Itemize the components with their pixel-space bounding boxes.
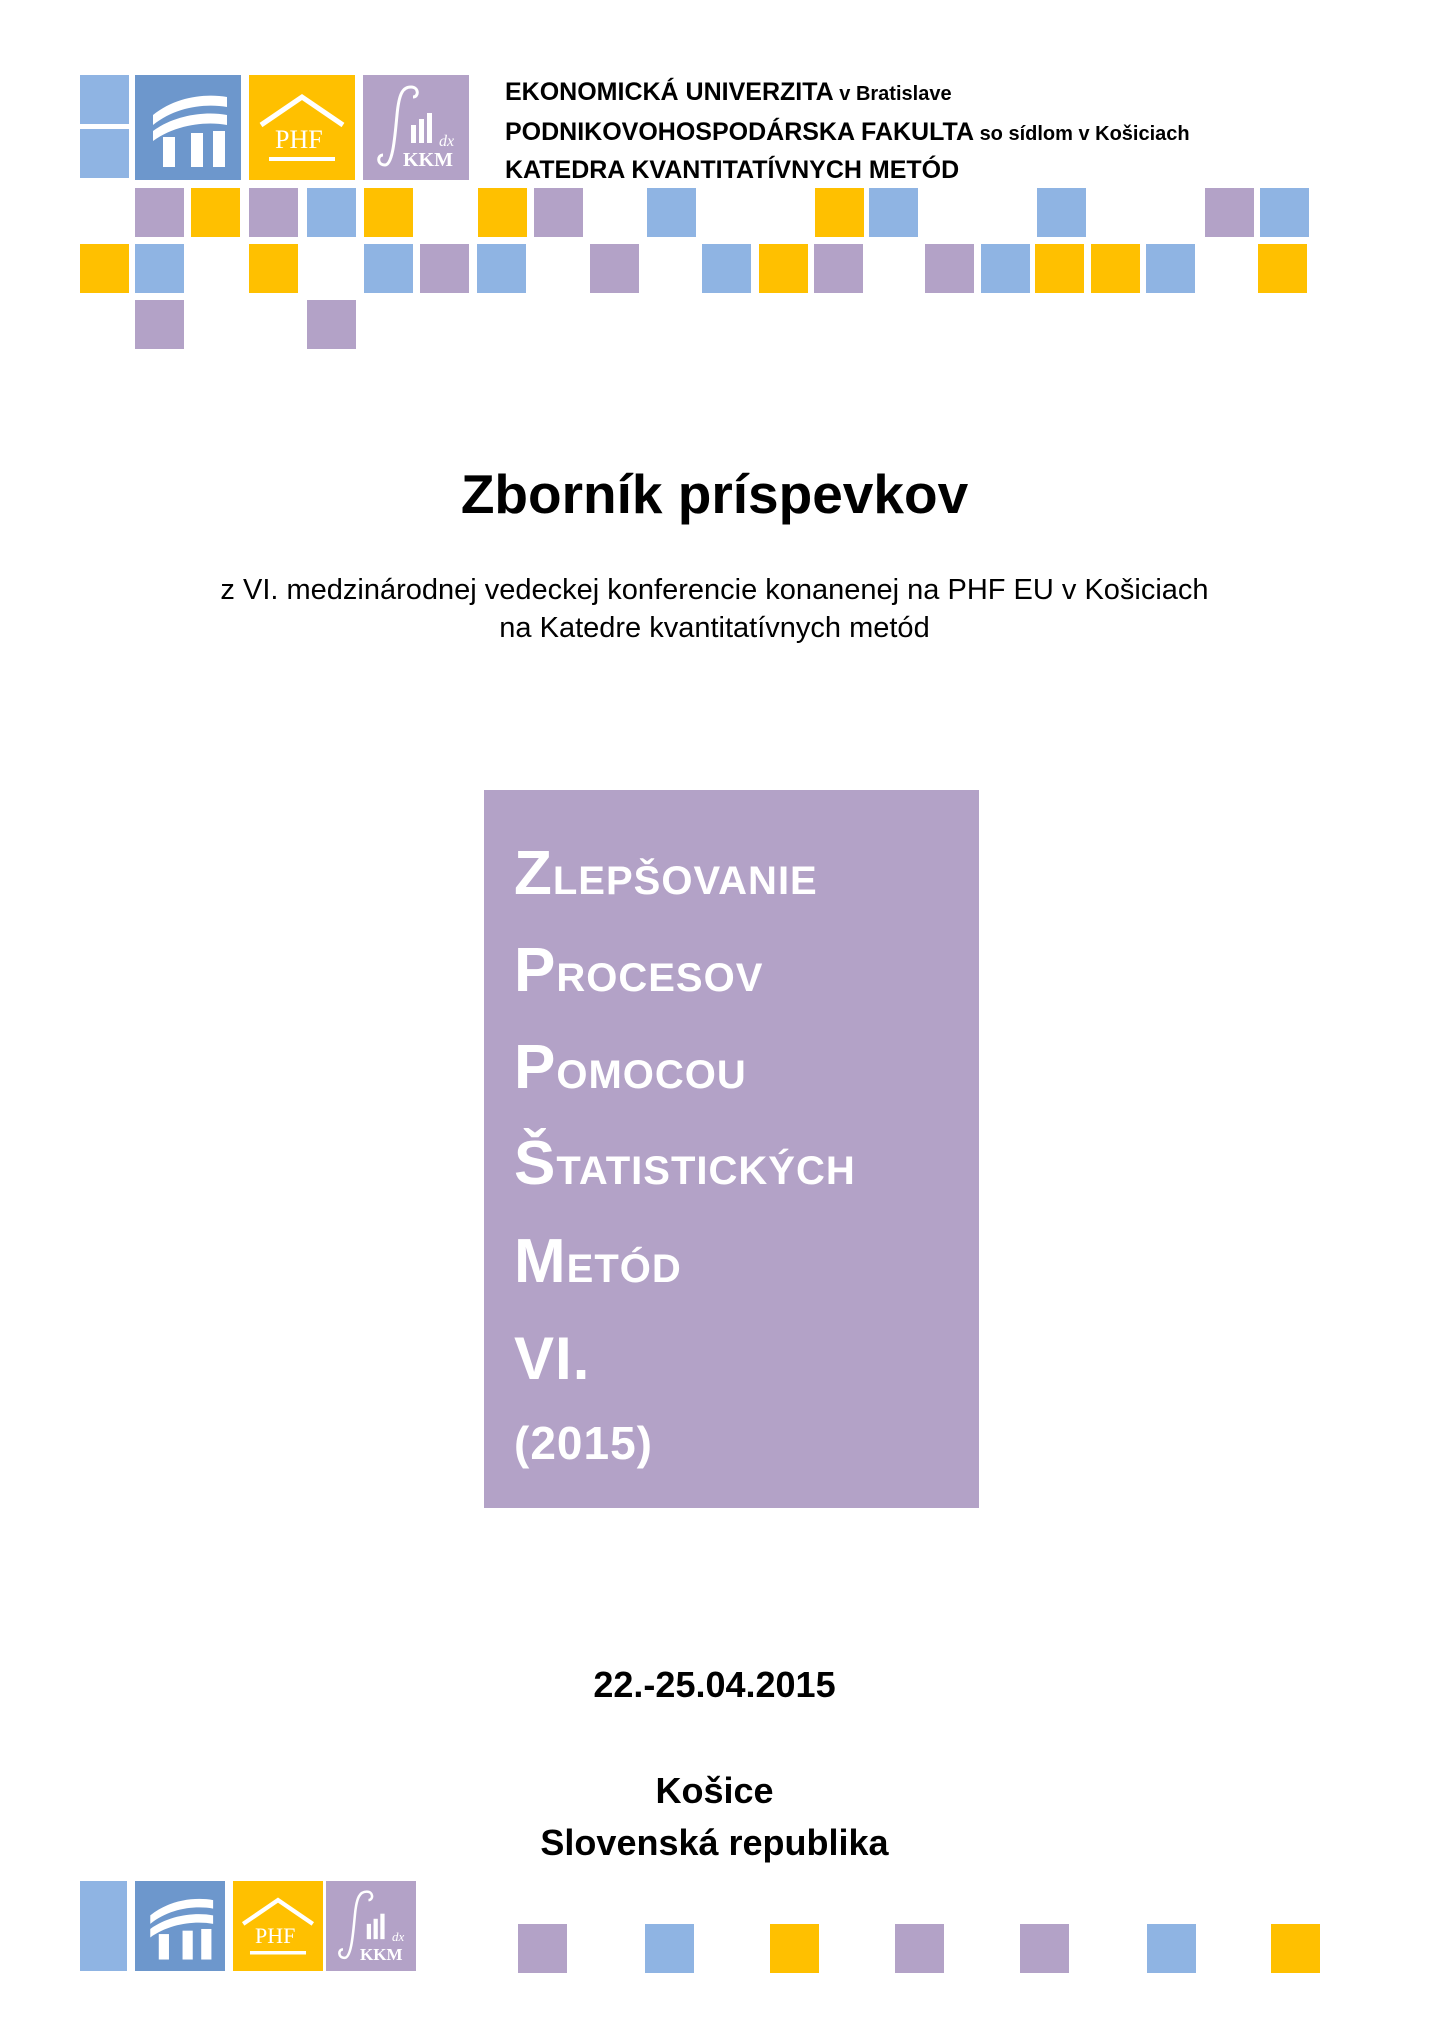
decor-square	[590, 244, 639, 293]
decor-square	[307, 300, 356, 349]
decor-square	[80, 244, 129, 293]
decor-square	[1037, 188, 1086, 237]
decor-square	[925, 244, 974, 293]
kkm-logo-dx: dx	[439, 133, 455, 150]
phf-logo-small-text: PHF	[255, 1923, 296, 1948]
kkm-logo-text: KKM	[403, 149, 453, 171]
subtitle-line-2: na Katedre kvantitatívnych metód	[499, 612, 930, 644]
decor-square	[1020, 1924, 1069, 1973]
panel-line-2: PROCESOV	[514, 936, 764, 1005]
faculty-name-rest: so sídlom v Košiciach	[979, 123, 1190, 145]
faculty-name-caps: PODNIKOVOHOSPODÁRSKA FAKULTA	[505, 118, 974, 146]
decor-square	[364, 188, 413, 237]
university-logo-small	[135, 1881, 225, 1971]
subtitle-line-1: z VI. medzinárodnej vedeckej konferencie konanenej na PHF EU v Košiciach	[220, 574, 1209, 606]
decor-square	[1146, 244, 1195, 293]
phf-logo	[249, 75, 355, 180]
decor-square	[814, 244, 863, 293]
decor-square	[645, 1924, 694, 1973]
university-name	[505, 78, 952, 107]
decor-square	[249, 244, 298, 293]
decor-square	[1035, 244, 1084, 293]
decor-square	[981, 244, 1030, 293]
conference-country: Slovenská republika	[540, 1822, 889, 1863]
panel-line-1: ZLEPŠOVANIE	[514, 839, 818, 908]
department-name-caps: KATEDRA KVANTITATÍVNYCH METÓD	[505, 156, 960, 184]
decor-square	[420, 244, 469, 293]
decor-square	[759, 244, 808, 293]
university-logo	[135, 75, 241, 180]
decor-square	[80, 129, 129, 178]
decor-square	[249, 188, 298, 237]
decor-square	[702, 244, 751, 293]
panel-line-5: METÓD	[514, 1227, 682, 1296]
panel-volume: VI.	[514, 1325, 591, 1392]
decor-square	[1205, 188, 1254, 237]
decor-square	[895, 1924, 944, 1973]
decor-square	[815, 188, 864, 237]
panel-line-3: POMOCOU	[514, 1033, 747, 1102]
decor-square	[135, 300, 184, 349]
decor-square	[364, 244, 413, 293]
decor-square	[1260, 188, 1309, 237]
kkm-logo-small	[326, 1881, 416, 1971]
faculty-name	[505, 118, 1190, 147]
decor-square	[1271, 1924, 1320, 1973]
decor-square	[1258, 244, 1307, 293]
conference-city: Košice	[655, 1770, 774, 1811]
decor-square	[1091, 244, 1140, 293]
conference-title-panel	[484, 790, 979, 1508]
phf-logo-text: PHF	[275, 125, 323, 154]
decor-square	[869, 188, 918, 237]
decor-square	[477, 244, 526, 293]
decor-square	[80, 75, 129, 124]
kkm-logo	[363, 75, 469, 180]
panel-line-4: ŠTATISTICKÝCH	[514, 1129, 856, 1198]
phf-logo-small	[233, 1881, 323, 1971]
decor-square	[135, 244, 184, 293]
decor-square	[478, 188, 527, 237]
university-name-caps: EKONOMICKÁ UNIVERZITA	[505, 78, 834, 106]
conference-dates: 22.-25.04.2015	[593, 1664, 836, 1705]
document-title: Zborník príspevkov	[460, 463, 969, 525]
decor-square	[307, 188, 356, 237]
kkm-logo-small-dx: dx	[392, 1929, 405, 1944]
department-name	[505, 156, 959, 185]
decor-square	[518, 1924, 567, 1973]
decor-square	[80, 1881, 127, 1971]
kkm-logo-small-text: KKM	[360, 1945, 403, 1964]
decor-square	[135, 188, 184, 237]
decor-square	[1147, 1924, 1196, 1973]
decor-square	[534, 188, 583, 237]
decor-square	[647, 188, 696, 237]
university-name-rest: v Bratislave	[839, 83, 952, 105]
decor-square	[770, 1924, 819, 1973]
decor-square	[191, 188, 240, 237]
panel-year: (2015)	[514, 1417, 653, 1469]
